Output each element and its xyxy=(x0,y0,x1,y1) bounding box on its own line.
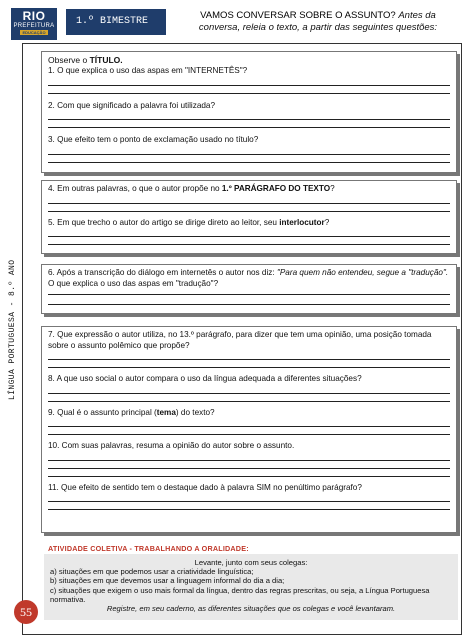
answer-line[interactable] xyxy=(48,237,450,245)
questions-box-4 xyxy=(41,326,457,533)
activity-item-c: c) situações que exigem o uso mais formal da língua, dentro das regras prescritas, ou seja, a Língua Portuguesa normativa. xyxy=(50,585,430,604)
answer-line[interactable] xyxy=(48,493,450,502)
questions-box-1 xyxy=(41,51,457,173)
question-5: 5. Em que trecho o autor do artigo se dirige direto ao leitor, seu interlocutor? xyxy=(48,217,330,227)
answer-line[interactable] xyxy=(48,146,450,155)
logo-educacao-text: EDUCAÇÃO xyxy=(22,30,46,35)
answer-line[interactable] xyxy=(48,394,450,402)
header-subtitle-a: Antes da xyxy=(398,10,436,21)
page-header xyxy=(172,10,464,34)
activity-box xyxy=(44,554,458,620)
answer-line[interactable] xyxy=(48,155,450,163)
question-4: 4. Em outras palavras, o que o autor propõe no 1.º PARÁGRAFO DO TEXTO? xyxy=(48,184,335,193)
answer-line[interactable] xyxy=(48,295,450,305)
observe-title-bold: TÍTULO. xyxy=(89,55,123,65)
activity-intro: Levante, junto com seus colegas: xyxy=(194,558,308,567)
question-8: 8. A que uso social o autor compara o uso da língua adequada a diferentes situações? xyxy=(48,374,362,383)
question-3: 3. Que efeito tem o ponto de exclamação usado no título? xyxy=(48,135,259,144)
answer-line[interactable] xyxy=(48,195,450,204)
question-1: 1. O que explica o uso das aspas em "INTERNETÊS"? xyxy=(48,66,248,75)
answer-line[interactable] xyxy=(48,351,450,360)
answer-line[interactable] xyxy=(48,502,450,510)
answer-line[interactable] xyxy=(48,77,450,86)
activity-title: ATIVIDADE COLETIVA - TRABALHANDO A ORALIDADE: xyxy=(48,544,249,553)
bimestre-badge: 1.º BIMESTRE xyxy=(66,9,166,35)
answer-line[interactable] xyxy=(48,469,450,477)
question-2: 2. Com que significado a palavra foi utilizada? xyxy=(48,100,216,110)
answer-line[interactable] xyxy=(48,418,450,427)
rio-prefeitura-logo xyxy=(11,8,57,40)
answer-line[interactable] xyxy=(48,427,450,435)
question-6: 6. Após a transcrição do diálogo em internetês o autor nos diz: "Para quem não entendeu, segue a "tradução". O que explica o uso das aspas em "tradução"? xyxy=(48,268,449,288)
activity-item-b: b) situações em que devemos usar a linguagem informal do dia a dia; xyxy=(50,576,285,586)
logo-rio-text: RIO xyxy=(22,9,46,23)
header-subtitle-b: conversa, releia o texto, a partir das seguintes questões: xyxy=(198,22,438,33)
logo-prefeitura-text: PREFEITURA xyxy=(13,23,55,29)
question-11: 11. Que efeito de sentido tem o destaque dado à palavra SIM no penúltimo parágrafo? xyxy=(48,482,362,492)
header-title: VAMOS CONVERSAR SOBRE O ASSUNTO? xyxy=(200,10,396,21)
answer-line[interactable] xyxy=(48,120,450,128)
answer-line[interactable] xyxy=(48,360,450,368)
question-7: 7. Que expressão o autor utiliza, no 13.º parágrafo, para dizer que tem uma opinião, uma posição tomada sobre o assunto polêmico que propõe? xyxy=(48,330,432,350)
questions-box-2 xyxy=(41,180,457,254)
answer-line[interactable] xyxy=(48,204,450,212)
answer-line[interactable] xyxy=(48,452,450,461)
answer-line[interactable] xyxy=(48,86,450,94)
answer-line[interactable] xyxy=(48,111,450,120)
answer-line[interactable] xyxy=(48,385,450,394)
answer-line[interactable] xyxy=(48,461,450,469)
side-label-text: LÍNGUA PORTUGUESA - 8.º ANO xyxy=(8,259,17,400)
page-number: 55 xyxy=(14,600,38,624)
activity-item-a: a) situações em que podemos usar a criatividade linguística; xyxy=(50,567,254,577)
question-10: 10. Com suas palavras, resuma a opinião do autor sobre o assunto. xyxy=(48,441,295,450)
questions-box-3 xyxy=(41,264,457,314)
question-9: 9. Qual é o assunto principal (tema) do texto? xyxy=(48,407,215,417)
answer-line[interactable] xyxy=(48,228,450,237)
activity-closing: Registre, em seu caderno, as diferentes situações que os colegas e você levantaram. xyxy=(106,604,396,614)
observe-title-line: Observe o TÍTULO. xyxy=(48,55,123,65)
